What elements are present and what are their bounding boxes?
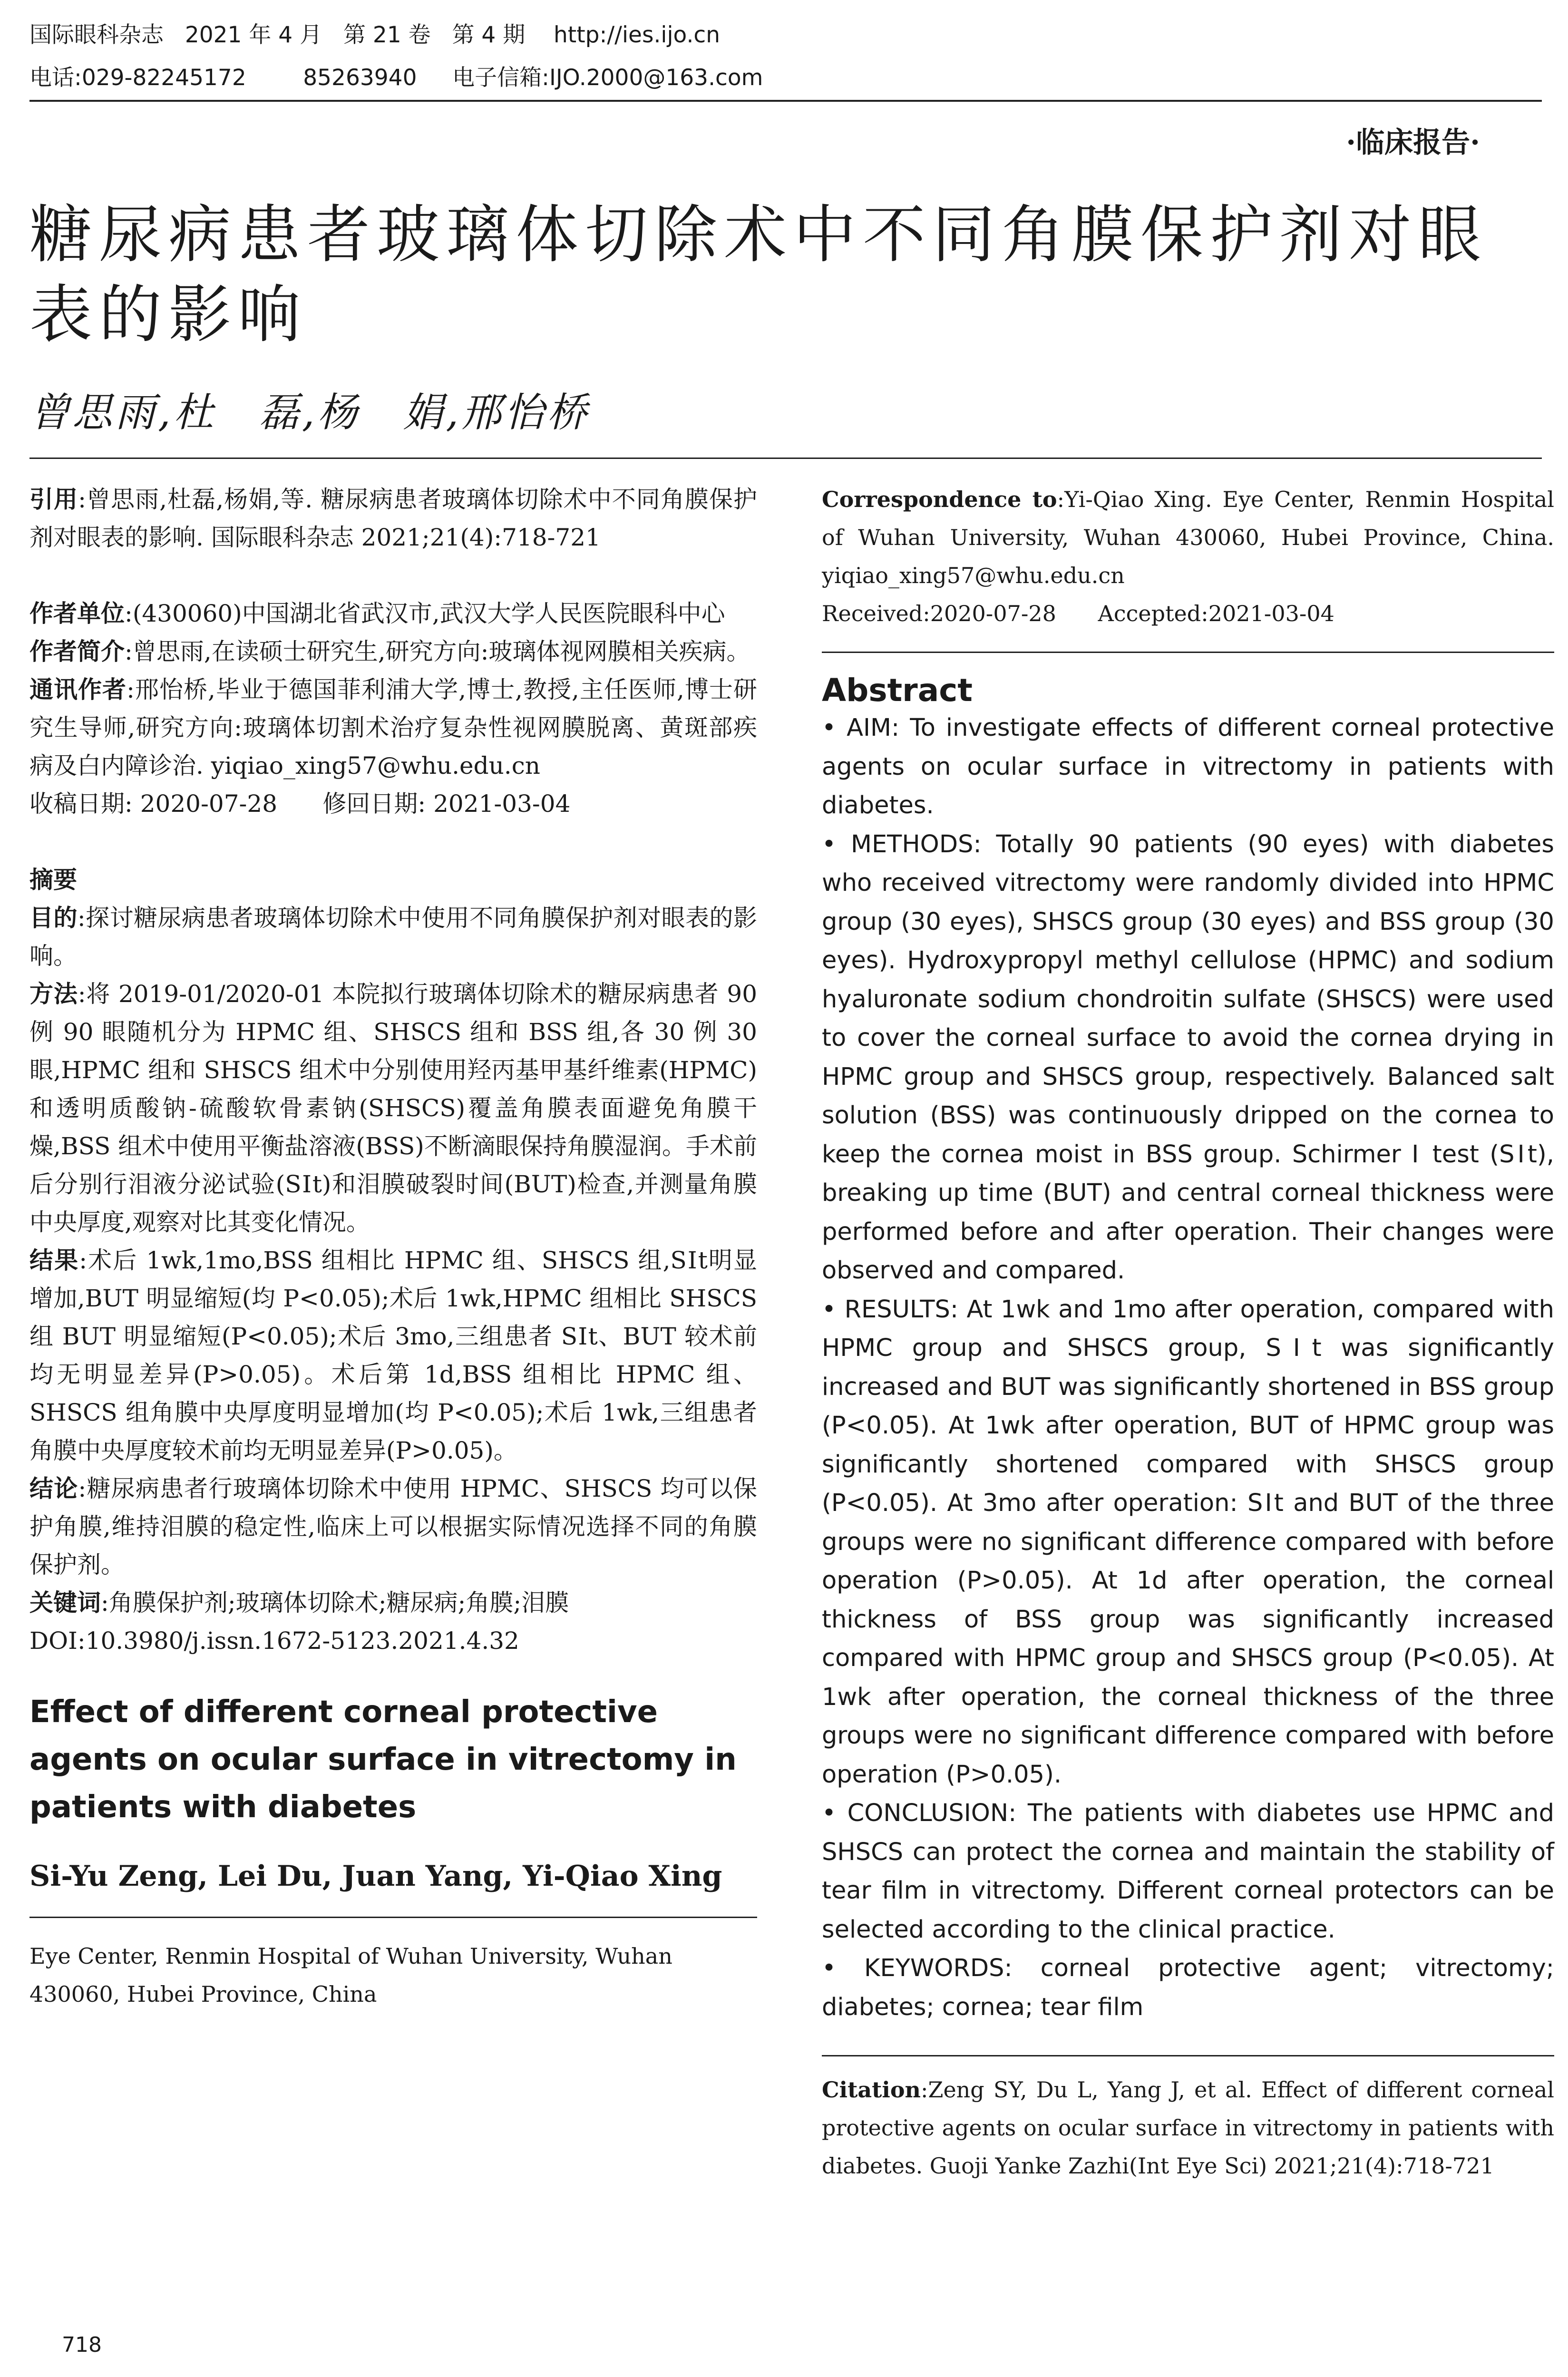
corr-text-cn: :邢怡桥,毕业于德国菲利浦大学,博士,教授,主任医师,博士研究生导师,研究方向:玻璃体切割术治疗复杂性视网膜脱离、黄斑部疾病及白内障诊治. yiqiao_xing57@whu.edu.cn (29, 676, 758, 779)
methods-cn (29, 975, 757, 1241)
citation-en-text: :Zeng SY, Du L, Yang J, et al. Effect of different corneal protective agents on ocular surface in vitrectomy in patients with diabetes. Guoji Yanke Zazhi(Int Eye Sci) 2021;21(4):718-721 (822, 2077, 1554, 2179)
abstract-head-cn: 摘要 (29, 866, 77, 894)
citation-en-label: Citation (822, 2077, 921, 2103)
authors-rule (29, 458, 1542, 459)
methods-en: • METHODS: Totally 90 patients (90 eyes) with diabetes who received vitrectomy were randomly divided into HPMC group (30 eyes), SHSCS group (30 eyes) and BSS group (30 eyes). Hydroxypropyl methyl cellulose (HPMC) and sodium hyaluronate sodium chondroitin sulfate (SHSCS) were used to cover the corneal surface to avoid the cornea drying in HPMC group and SHSCS group, respectively. Balanced salt solution (BSS) was continuously dripped on the cornea to keep the cornea moist in BSS group. Schirmer Ⅰ test (SⅠt), breaking up time (BUT) and central corneal thickness were performed before and after operation. Their changes were observed and compared. (822, 830, 1554, 1285)
conclusion-en: • CONCLUSION: The patients with diabetes use HPMC and SHSCS can protect the cornea and maintain the stability of tear film in vitrectomy. Different corneal protectors can be selected according to the clinical practice. (822, 1799, 1554, 1944)
methods-label: 方法 (29, 980, 78, 1008)
results-en: • RESULTS: At 1wk and 1mo after operation, compared with HPMC group and SHSCS group, SⅠt was significantly increased and BUT was significantly shortened in BSS group (P<0.05). At 1wk after operation, BUT of HPMC group was significantly shortened compared with SHSCS group (P<0.05). At 3mo after operation: SⅠt and BUT of the three groups were no significant difference compared with before operation (P>0.05). At 1d after operation, the corneal thickness of BSS group was significantly increased compared with HPMC group and SHSCS group (P<0.05). At 1wk after operation, the corneal thickness of the three groups were no significant difference compared with before operation (P>0.05). (822, 1295, 1554, 1789)
doi: DOI:10.3980/j.issn.1672-5123.2021.4.32 (29, 1627, 519, 1655)
corr-label-cn: 通讯作者 (29, 676, 127, 703)
correspondence-text: :Yi-Qiao Xing. Eye Center, Renmin Hospital of Wuhan University, Wuhan 430060, Hubei Province, China. yiqiao_xing57@whu.edu.cn (822, 487, 1555, 588)
author-bio (29, 633, 757, 671)
left-column (29, 480, 757, 2013)
dates-cn: 收稿日期: 2020-07-28 修回日期: 2021-03-04 (29, 790, 571, 818)
keywords-label: 关键词 (29, 1589, 101, 1617)
correspondence-en (822, 480, 1554, 594)
dates-rule (822, 652, 1554, 653)
journal-header-line1: 国际眼科杂志 2021 年 4 月 第 21 卷 第 4 期 http://ies.ijo.cn (29, 22, 721, 48)
citation-en (822, 2071, 1554, 2185)
citation-text: :曾思雨,杜磊,杨娟,等. 糖尿病患者玻璃体切除术中不同角膜保护剂对眼表的影响. 国际眼科杂志 2021;21(4):718-721 (29, 486, 758, 551)
affiliation-text: :(430060)中国湖北省武汉市,武汉大学人民医院眼科中心 (125, 600, 725, 627)
citation-label: 引用 (29, 486, 78, 513)
conclusion-label: 结论 (29, 1475, 78, 1502)
keywords-rule (822, 2055, 1554, 2056)
methods-text: :将 2019-01/2020-01 本院拟行玻璃体切除术的糖尿病患者 90 例 90 眼随机分为 HPMC 组、SHSCS 组和 BSS 组,各 30 例 30 眼,HPMC 组和 SHSCS 组术中分别使用羟丙基甲基纤维素(HPMC)和透明质酸钠-硫酸软骨素钠(SHSCS)覆盖角膜表面避免角膜干燥,BSS 组术中使用平衡盐溶液(BSS)不断滴眼保持角膜湿润。手术前后分别行泪液分泌试验(SⅠt)和泪膜破裂时间(BUT)检查,并测量角膜中央厚度,观察对比其变化情况。 (29, 980, 758, 1236)
dates-en: Received:2020-07-28 Accepted:2021-03-04 (822, 601, 1334, 626)
page-number: 718 (62, 2333, 102, 2357)
english-title: Effect of different corneal protective agents on ocular surface in vitrectomy in patients with diabetes (29, 1695, 737, 1825)
bio-label: 作者简介 (29, 638, 125, 665)
english-authors-rule (29, 1917, 757, 1918)
section-tag: ·临床报告· (1346, 126, 1480, 159)
english-affiliation: Eye Center, Renmin Hospital of Wuhan University, Wuhan 430060, Hubei Province, China (29, 1943, 672, 2007)
conclusion-cn (29, 1470, 757, 1584)
affiliation-label: 作者单位 (29, 600, 125, 627)
header-rule (29, 100, 1542, 102)
aim-cn (29, 899, 757, 975)
aim-label: 目的 (29, 904, 78, 932)
keywords-cn (29, 1584, 757, 1622)
corresponding-author-cn (29, 671, 757, 785)
results-label: 结果 (29, 1247, 79, 1274)
article-title: 糖尿病患者玻璃体切除术中不同角膜保护剂对眼表的影响 (29, 198, 1488, 351)
citation-cn (29, 480, 757, 556)
keywords-en: • KEYWORDS: corneal protective agent; vitrectomy; diabetes; cornea; tear film (822, 1954, 1554, 2021)
bio-text: :曾思雨,在读硕士研究生,研究方向:玻璃体视网膜相关疾病。 (125, 638, 750, 665)
keywords-text: :角膜保护剂;玻璃体切除术;糖尿病;角膜;泪膜 (101, 1589, 569, 1617)
right-column (822, 480, 1554, 2185)
aim-text: :探讨糖尿病患者玻璃体切除术中使用不同角膜保护剂对眼表的影响。 (29, 904, 757, 970)
results-text: :术后 1wk,1mo,BSS 组相比 HPMC 组、SHSCS 组,SⅠt明显增加,BUT 明显缩短(均 P<0.05);术后 1wk,HPMC 组相比 SHSCS 组 BUT 明显缩短(P<0.05);术后 3mo,三组患者 SⅠt、BUT 较术前均无明显差异(P>0.05)。术后第 1d,BSS 组相比 HPMC 组、SHSCS 组角膜中央厚度明显增加(均 P<0.05);术后 1wk,三组患者角膜中央厚度较术前均无明显差异(P>0.05)。 (29, 1247, 758, 1464)
conclusion-text: :糖尿病患者行玻璃体切除术中使用 HPMC、SHSCS 均可以保护角膜,维持泪膜的稳定性,临床上可以根据实际情况选择不同的角膜保护剂。 (29, 1475, 757, 1578)
affiliation-cn (29, 594, 757, 633)
article-authors: 曾思雨,杜 磊,杨 娟,邢怡桥 (29, 389, 590, 436)
abstract-head-en: Abstract (822, 672, 973, 709)
results-cn (29, 1241, 757, 1470)
journal-header-line2: 电话:029-82245172 85263940 电子信箱:IJO.2000@163.com (29, 65, 763, 91)
aim-en: • AIM: To investigate effects of different corneal protective agents on ocular surface in vitrectomy in patients with diabetes. (822, 714, 1554, 819)
english-authors: Si-Yu Zeng, Lei Du, Juan Yang, Yi-Qiao Xing (29, 1860, 722, 1893)
correspondence-label: Correspondence to (822, 487, 1057, 512)
